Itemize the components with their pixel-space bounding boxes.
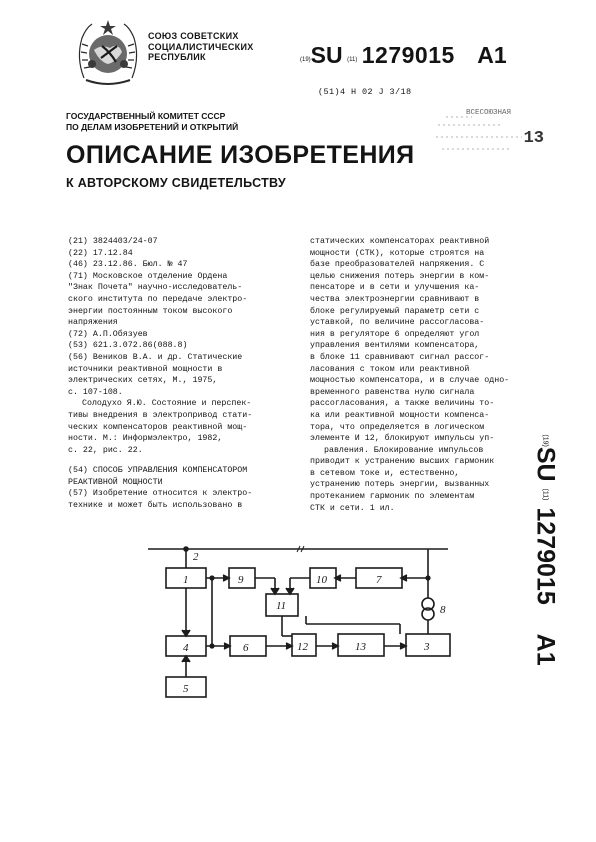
- block-label: 1: [183, 574, 189, 586]
- line-label: 2: [193, 551, 199, 563]
- text-line: ласования с током или реактивной: [310, 364, 470, 374]
- text-line: ческих компенсаторов реактивной мощ-: [68, 422, 248, 432]
- text-line: источники реактивной мощности в: [68, 364, 223, 374]
- text-line: (57) Изобретение относится к электро-: [68, 489, 253, 499]
- country-code: SU: [310, 42, 343, 68]
- text-line: (22) 17.12.84: [68, 248, 133, 258]
- text-line: блоке регулируемый параметр сети с: [310, 306, 480, 316]
- text-line: мощностью компенсатора, и в случае одно-: [310, 376, 510, 386]
- ussr-emblem-icon: [72, 18, 144, 90]
- text-line: рассогласования, а также величины то-: [310, 399, 495, 409]
- text-line: "Знак Почета" научно-исследователь-: [68, 283, 243, 293]
- stamp-text: ВСЕСОЮЗНАЯ: [466, 109, 512, 117]
- text-line: в сетевом токе и, естественно,: [310, 468, 460, 478]
- text-line: энергии постоянным током высокого: [68, 306, 233, 316]
- text-line: управления вентилями компенсатора,: [310, 341, 480, 351]
- text-line: СТК и сети. 1 ил.: [310, 503, 395, 513]
- block-label: 4: [183, 642, 189, 654]
- stamp-number: 13: [523, 129, 544, 148]
- text-line: тора, что определяется в логическом: [310, 422, 485, 432]
- block-10: [310, 568, 336, 588]
- text-line: (54) СПОСОБ УПРАВЛЕНИЯ КОМПЕНСАТОРОМ: [68, 466, 248, 476]
- block-label: 6: [243, 642, 249, 654]
- text-line: электрических сетях, М., 1975,: [68, 376, 218, 386]
- block-6: [230, 636, 266, 656]
- text-line: (72) А.П.Обязуев: [68, 329, 148, 339]
- kind-code: A1: [531, 633, 560, 666]
- text-line: приводит к устранению высших гармоник: [310, 457, 495, 467]
- text-line: целью снижения потерь энергии в ком-: [310, 271, 490, 281]
- ipc-classification: (51)4 Н 02 J 3/18: [318, 87, 412, 97]
- bibliographic-column: [68, 236, 252, 512]
- text-line: элементе И 12, блокируют импульсы уп-: [310, 434, 495, 444]
- text-line: чества электроэнергии сравнивают в: [310, 294, 480, 304]
- library-stamp: [432, 103, 548, 163]
- text-line: тивы внедрения в электропривод стати-: [68, 410, 253, 420]
- agency-line: ПО ДЕЛАМ ИЗОБРЕТЕНИЙ И ОТКРЫТИЙ: [66, 121, 239, 132]
- text-line: ния в регуляторе 6 определяют угол: [310, 329, 480, 339]
- issuing-state-line: СОЮЗ СОВЕТСКИХ: [148, 31, 239, 41]
- transformer-label: 8: [440, 604, 446, 616]
- text-line: уставкой, по величине рассогласова-: [310, 318, 485, 328]
- document-title: ОПИСАНИЕ ИЗОБРЕТЕНИЯ: [66, 141, 415, 169]
- issuing-state-line: СОЦИАЛИСТИЧЕСКИХ: [148, 41, 254, 52]
- text-line: с. 107-108.: [68, 387, 123, 397]
- text-line: (53) 621.3.072.86(088.8): [68, 341, 188, 351]
- agency-name: [66, 111, 238, 132]
- patent-number: 1279015: [361, 42, 455, 68]
- issuing-state: [148, 31, 254, 63]
- text-line: с. 22, рис. 22.: [68, 445, 143, 455]
- block-13: [338, 634, 384, 656]
- text-line: статических компенсаторах реактивной: [310, 237, 490, 246]
- text-line: временного равенства нулю сигнала: [310, 387, 475, 397]
- text-line: технике и может быть использовано в: [68, 501, 243, 511]
- block-label: 12: [297, 641, 308, 653]
- publication-number: [300, 42, 507, 69]
- block-11: [266, 594, 298, 616]
- block-label: 5: [183, 683, 189, 695]
- text-line: ка или реактивной мощности компенса-: [310, 410, 490, 420]
- block-label: 7: [376, 574, 382, 586]
- text-line: ности. М.: Информэлектро, 1982,: [68, 434, 223, 444]
- block-label: 13: [355, 641, 366, 653]
- kind-code: A1: [477, 42, 507, 68]
- text-line: пенсаторе и в сети и улучшения ка-: [310, 283, 480, 293]
- block-7: [356, 568, 402, 588]
- country-code: SU: [531, 446, 560, 482]
- text-line: напряжения: [68, 318, 118, 328]
- agency-line: ГОСУДАРСТВЕННЫЙ КОМИТЕТ СССР: [66, 111, 226, 121]
- text-line: протеканием гармоник по элементам: [310, 492, 475, 502]
- block-12: [292, 634, 316, 656]
- side-publication-number: [532, 430, 558, 670]
- stamp-marks-icon: [432, 103, 548, 163]
- block-3: [406, 634, 450, 656]
- block-1: [166, 568, 206, 588]
- block-9: [229, 568, 255, 588]
- text-line: Солодухо Я.Ю. Состояние и перспек-: [82, 399, 252, 409]
- text-line: (21) 3824403/24-07: [68, 237, 158, 246]
- text-line: (56) Веников В.А. и др. Статические: [68, 352, 243, 362]
- block-label: 10: [316, 574, 327, 586]
- block-label: 3: [424, 641, 430, 653]
- block-5: [166, 677, 206, 697]
- document-subtitle: К АВТОРСКОМУ СВИДЕТЕЛЬСТВУ: [66, 176, 286, 190]
- text-line: РЕАКТИВНОЙ МОЩНОСТИ: [68, 477, 163, 487]
- text-line: устранению потерь энергии, вызванных: [310, 480, 490, 490]
- text-line: в блоке 11 сравнивают сигнал рассог-: [310, 352, 490, 362]
- text-line: ского института по передаче электро-: [68, 294, 248, 304]
- text-line: (46) 23.12.86. Бюл. № 47: [68, 260, 188, 270]
- text-line: мощности (СТК), которые строятся на: [310, 248, 485, 258]
- block-label: 9: [238, 574, 244, 586]
- issuing-state-line: РЕСПУБЛИК: [148, 52, 206, 62]
- inid-code-11: (11): [347, 57, 358, 63]
- patent-number: 1279015: [531, 507, 560, 605]
- inid-code-11: (11): [541, 488, 549, 501]
- block-4: [166, 636, 206, 656]
- block-label: 11: [276, 600, 287, 612]
- inid-code-19: (19): [541, 434, 549, 447]
- inid-code-19: (19): [300, 57, 311, 63]
- text-line: равления. Блокирование импульсов: [324, 445, 484, 455]
- text-line: базе преобразователей напряжения. С: [310, 260, 485, 270]
- abstract-column: [310, 236, 509, 514]
- text-line: (71) Московское отделение Ордена: [68, 271, 228, 281]
